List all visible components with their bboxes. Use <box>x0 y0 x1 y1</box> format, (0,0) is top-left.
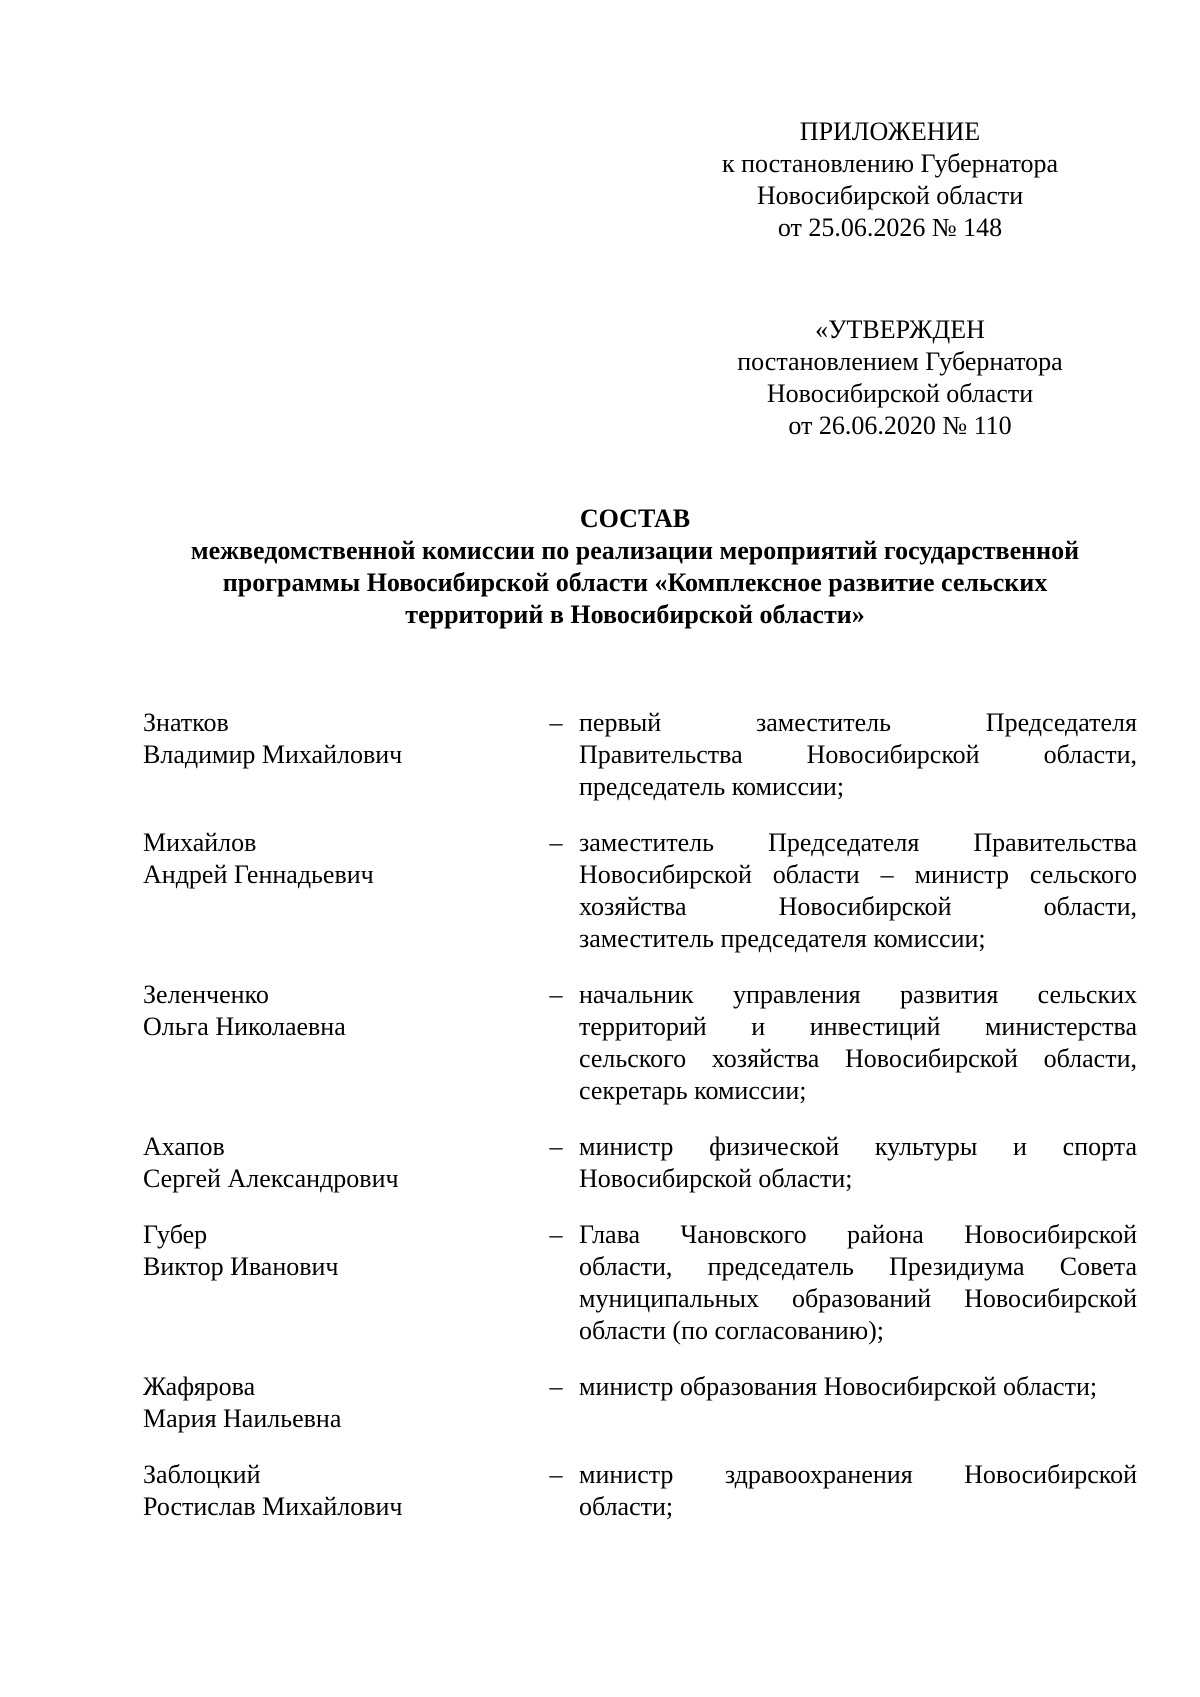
member-surname: Знатков <box>143 708 229 737</box>
member-role-line: заместитель председателя комиссии; <box>579 924 986 953</box>
title-line: территорий в Новосибирской области» <box>405 600 865 629</box>
member-role-line: секретарь комиссии; <box>579 1076 807 1105</box>
member-given-names: Андрей Геннадьевич <box>143 860 374 889</box>
member-name <box>143 707 533 803</box>
member-role-line: Глава Чановского района Новосибирской <box>579 1220 1137 1249</box>
member-entry <box>143 707 1137 803</box>
title-line: программы Новосибирской области «Комплексное развитие сельских <box>222 568 1048 597</box>
member-dash: – <box>549 1220 563 1249</box>
member-dash: – <box>549 1132 563 1161</box>
member-role <box>579 1459 1137 1523</box>
member-entry <box>143 1131 1137 1195</box>
member-role-line: министр физической культуры и спорта <box>579 1132 1137 1161</box>
member-role <box>579 1371 1137 1435</box>
member-role-line: области, председатель Президиума Совета <box>579 1252 1137 1281</box>
member-given-names: Ростислав Михайлович <box>143 1492 403 1521</box>
member-role-line: муниципальных образований Новосибирской <box>579 1284 1137 1313</box>
approval-block <box>710 314 1090 442</box>
annex-line: к постановлению Губернатора <box>721 149 1059 178</box>
approval-line: Новосибирской области <box>766 379 1034 408</box>
member-dash: – <box>549 1460 563 1489</box>
member-role-line: первый заместитель Председателя <box>579 708 1137 737</box>
member-surname: Михайлов <box>143 828 257 857</box>
member-entry <box>143 1371 1137 1435</box>
member-role-line: области (по согласованию); <box>579 1316 885 1345</box>
member-dash: – <box>549 980 563 1009</box>
title-line: межведомственной комиссии по реализации мероприятий государственной <box>190 536 1080 565</box>
member-surname: Зеленченко <box>143 980 269 1009</box>
member-entry <box>143 979 1137 1107</box>
member-role-line: сельского хозяйства Новосибирской области, <box>579 1044 1137 1073</box>
member-role <box>579 707 1137 803</box>
member-role-line: заместитель Председателя Правительства <box>579 828 1137 857</box>
member-role <box>579 979 1137 1107</box>
annex-line: Новосибирской области <box>756 181 1024 210</box>
member-role-line: хозяйства Новосибирской области, <box>579 892 1137 921</box>
member-name <box>143 1131 533 1195</box>
member-given-names: Виктор Иванович <box>143 1252 339 1281</box>
annex-date-number: от 25.06.2026 № 148 <box>777 213 1003 242</box>
member-role-line: территорий и инвестиций министерства <box>579 1012 1137 1041</box>
member-entry <box>143 1459 1137 1523</box>
member-surname: Ахапов <box>143 1132 225 1161</box>
approval-title: «УТВЕРЖДЕН <box>815 315 985 344</box>
member-given-names: Владимир Михайлович <box>143 740 403 769</box>
member-role-line: Правительства Новосибирской области, <box>579 740 1137 769</box>
member-surname: Жафярова <box>143 1372 256 1401</box>
member-role-line: министр здравоохранения Новосибирской <box>579 1460 1137 1489</box>
approval-line: постановлением Губернатора <box>737 347 1063 376</box>
approval-date-number: от 26.06.2020 № 110 <box>788 411 1012 440</box>
member-dash: – <box>549 828 563 857</box>
member-dash: – <box>549 708 563 737</box>
member-role <box>579 1131 1137 1195</box>
member-role-line: министр образования Новосибирской области; <box>579 1372 1098 1401</box>
member-entry <box>143 1219 1137 1347</box>
member-entry <box>143 827 1137 955</box>
member-role <box>579 827 1137 955</box>
members-list <box>143 707 1137 1547</box>
member-name <box>143 979 533 1107</box>
member-role-line: председатель комиссии; <box>579 772 845 801</box>
member-role-line: начальник управления развития сельских <box>579 980 1137 1009</box>
member-name <box>143 827 533 955</box>
member-given-names: Сергей Александрович <box>143 1164 399 1193</box>
member-surname: Заблоцкий <box>143 1460 261 1489</box>
annex-block <box>700 116 1080 244</box>
annex-title: ПРИЛОЖЕНИЕ <box>799 117 981 146</box>
member-given-names: Ольга Николаевна <box>143 1012 346 1041</box>
member-name <box>143 1219 533 1347</box>
member-name <box>143 1459 533 1523</box>
member-role-line: области; <box>579 1492 674 1521</box>
member-surname: Губер <box>143 1220 208 1249</box>
title-heading: СОСТАВ <box>579 504 691 533</box>
member-given-names: Мария Наильевна <box>143 1404 342 1433</box>
member-role <box>579 1219 1137 1347</box>
member-role-line: Новосибирской области – министр сельского <box>579 860 1137 889</box>
member-role-line: Новосибирской области; <box>579 1164 853 1193</box>
document-title <box>140 503 1130 631</box>
member-name <box>143 1371 533 1435</box>
member-dash: – <box>549 1372 563 1401</box>
